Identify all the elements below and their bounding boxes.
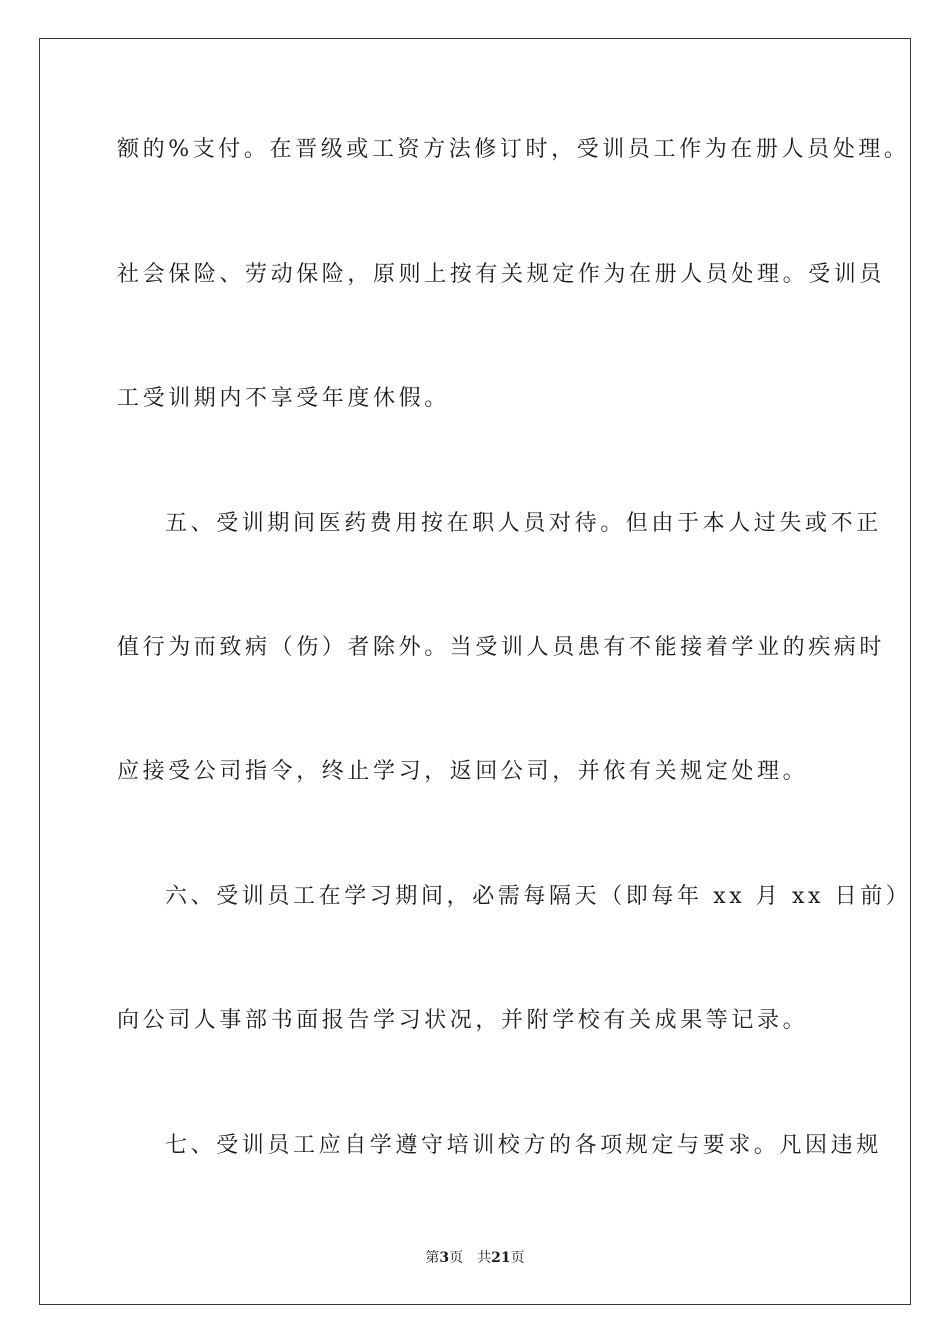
footer-total-pages: 21 (491, 1250, 511, 1266)
footer-page-number: 3 (439, 1250, 450, 1266)
paragraph-six-start: 六、受训员工在学习期间，必需每隔天（即每年 xx 月 xx 日前） (165, 884, 912, 909)
body-text-line: 值行为而致病（伤）者除外。当受训人员患有不能接着学业的疾病时 (117, 635, 886, 660)
footer-total-suffix: 页 (510, 1250, 525, 1266)
body-text-line: 应接受公司指令，终止学习，返回公司，并依有关规定处理。 (117, 759, 809, 784)
body-text-line: 工受训期内不享受年度休假。 (117, 386, 450, 411)
body-text-line: 向公司人事部书面报告学习状况，并附学校有关成果等记录。 (117, 1008, 809, 1033)
body-text-line: 额的%支付。在晋级或工资方法修订时，受训员工作为在册人员处理。 (117, 137, 910, 162)
body-text-line: 社会保险、劳动保险，原则上按有关规定作为在册人员处理。受训员 (117, 262, 886, 287)
footer-page-prefix: 第 (425, 1250, 440, 1266)
footer-total-prefix: 共 (477, 1250, 492, 1266)
footer-page-suffix: 页 (449, 1250, 464, 1266)
paragraph-five-start: 五、受训期间医药费用按在职人员对待。但由于本人过失或不正 (165, 511, 882, 536)
page-footer (0, 1248, 950, 1268)
paragraph-seven-start: 七、受训员工应自学遵守培训校方的各项规定与要求。凡因违规 (165, 1133, 882, 1158)
page-border (39, 38, 911, 1305)
